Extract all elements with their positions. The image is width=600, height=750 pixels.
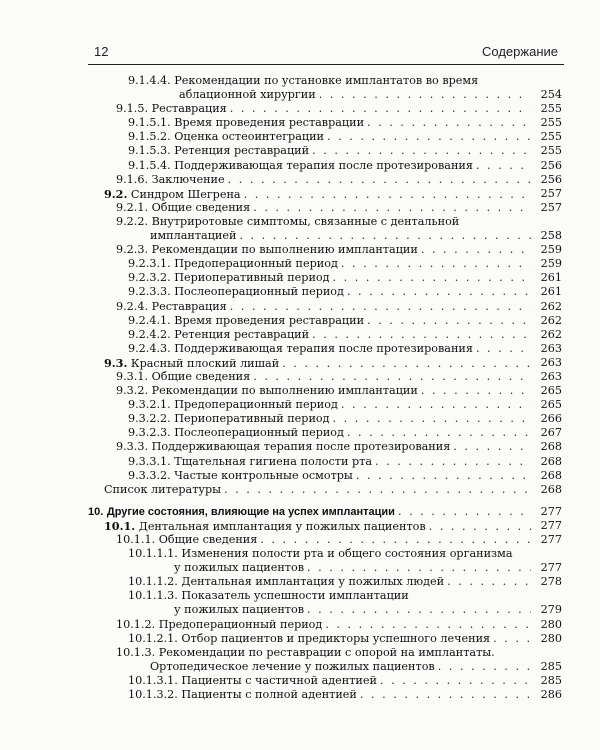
toc-entry-number: 9.1.5.: [116, 102, 149, 116]
toc-entry-number: 9.1.5.4.: [128, 158, 171, 172]
dot-leader: [253, 201, 531, 215]
toc-page-number: 262: [540, 313, 562, 327]
toc-entry-title: у пожилых пациентов: [174, 561, 305, 575]
toc-entry-text: [179, 88, 316, 102]
toc-entry-number: 9.1.4.4.: [128, 74, 171, 87]
toc-entry-number: 9.2.2.: [116, 214, 149, 228]
toc-entry-text: [128, 144, 309, 158]
dot-leader: [333, 271, 531, 285]
toc-entry-text: [116, 173, 225, 187]
toc-entry-text: [128, 688, 357, 702]
toc-entry-line: [116, 533, 534, 547]
toc-entry: [0, 229, 600, 243]
toc-entry-title: Поддерживающая терапия после протезирования: [174, 158, 473, 172]
toc-entry-line: [128, 328, 534, 342]
dot-leader: [224, 483, 531, 497]
toc-entry-line: [116, 201, 534, 215]
toc-page-number: 261: [540, 271, 562, 285]
toc-entry-line: [104, 356, 534, 371]
toc-entry-number: 9.3.1.: [116, 369, 149, 383]
toc-entry-title: Показатель успешности имплантации: [181, 589, 409, 603]
toc-entry-text: [116, 215, 459, 229]
toc-entry-line: [150, 660, 534, 674]
toc-entry: [0, 116, 600, 130]
toc-entry: [0, 426, 600, 440]
toc-entry: [0, 370, 600, 384]
toc-entry-title: Дентальная имплантация у пожилых пациентов: [138, 519, 426, 533]
toc-entry: [0, 328, 600, 342]
toc-entry-line: [128, 674, 534, 688]
toc-entry-number: 9.3.3.: [116, 440, 149, 454]
toc-entry-title: Предоперационный период: [174, 398, 338, 412]
toc-page-number: 277: [540, 533, 562, 546]
toc-entry: [0, 88, 600, 102]
toc-entry-line: [104, 187, 534, 202]
toc-entry-text: [88, 505, 395, 519]
toc-entry-number: 9.2.4.3.: [128, 341, 171, 355]
toc-entry: [0, 74, 600, 88]
dot-leader: [447, 575, 531, 589]
toc-entry-number: 9.2.4.2.: [128, 327, 171, 341]
toc-entry-number: 10.1.3.1.: [128, 673, 178, 687]
toc-entry-title: Поддерживающая терапия после протезирования: [151, 440, 451, 454]
toc-page-number: 285: [540, 659, 562, 673]
toc-entry-text: [128, 257, 338, 271]
toc-entry-title: Заключение: [151, 172, 225, 186]
toc-entry-text: [116, 201, 250, 215]
toc-page-number: 277: [540, 518, 562, 532]
header-rule: [88, 64, 564, 65]
toc-entry-number: 9.3.2.3.: [128, 426, 171, 440]
toc-entry: [0, 130, 600, 144]
toc-entry-number: 10.: [88, 505, 104, 518]
toc-entry: [0, 300, 600, 314]
toc-entry-line: [116, 215, 534, 229]
toc-entry-number: 10.1.3.: [116, 645, 156, 659]
dot-leader: [347, 285, 531, 299]
toc-entry-number: 9.3.2.1.: [128, 398, 171, 412]
dot-leader: [307, 603, 531, 617]
toc-entry-line: [128, 116, 534, 130]
toc-entry-text: [128, 314, 364, 328]
toc-entry: [0, 384, 600, 398]
toc-page-number: 259: [540, 243, 562, 257]
toc-entry-title: Время проведения реставрации: [174, 116, 365, 130]
toc-entry: [0, 342, 600, 356]
toc-entry-title: Послеоперационный период: [174, 426, 344, 440]
toc-entry-title: Рекомендации по установке имплантатов во время: [174, 74, 479, 87]
toc-page-number: 265: [540, 398, 562, 412]
toc-entry: [0, 356, 600, 370]
toc-entry: [0, 455, 600, 469]
toc-page-number: 263: [540, 355, 562, 369]
toc-entry: [0, 561, 600, 575]
toc-entry-title: аблационной хирургии: [179, 88, 316, 102]
toc-entry-number: 10.1.: [104, 518, 136, 533]
toc-entry-text: [128, 575, 444, 589]
toc-page-number: 277: [540, 504, 562, 518]
toc-entry-text: [116, 300, 227, 314]
toc-entry-title: Периоперативный период: [174, 412, 330, 426]
toc-entry-text: [128, 547, 513, 561]
toc-entry-text: [128, 159, 473, 173]
toc-entry: [0, 159, 600, 173]
toc-entry-title: Поддерживающая терапия после протезирования: [174, 341, 473, 355]
toc-entry-number: 9.1.6.: [116, 172, 149, 186]
toc-entry: [0, 505, 600, 519]
toc-entry-text: [116, 243, 418, 257]
toc-page-number: 286: [540, 688, 562, 702]
toc-entry-text: [116, 618, 322, 632]
toc-entry-title: Рекомендации по выполнению имплантации: [151, 243, 418, 257]
dot-leader: [239, 229, 531, 243]
page-number: 12: [94, 44, 109, 59]
dot-leader: [307, 561, 531, 575]
toc-entry-line: [128, 285, 534, 299]
toc-entry-title: Периоперативный период: [174, 271, 330, 285]
toc-entry-text: [128, 469, 353, 483]
toc-entry-line: [128, 257, 534, 271]
toc-entry-text: [116, 102, 227, 116]
toc-entry-text: [128, 328, 309, 342]
toc-entry-text: [128, 285, 344, 299]
toc-page-number: 257: [540, 186, 562, 200]
toc-page-number: 262: [540, 299, 562, 313]
toc-entry-number: 10.1.1.1.: [128, 547, 178, 561]
toc-entry-title: Реставрация: [151, 102, 227, 116]
toc-entry-number: 9.2.: [104, 186, 128, 201]
toc-entry: [0, 575, 600, 589]
toc-entry: [0, 285, 600, 299]
toc-entry-number: 9.3.2.2.: [128, 412, 171, 426]
toc-entry-title: Внутриротовые симптомы, связанные с дентальной: [151, 214, 460, 228]
toc-entry-line: [179, 88, 534, 102]
dot-leader: [356, 469, 531, 483]
toc-entry: [0, 314, 600, 328]
toc-entry-line: [88, 505, 534, 519]
toc-page-number: 255: [540, 144, 562, 158]
toc-entry: [0, 589, 600, 603]
toc-entry-line: [128, 342, 534, 356]
dot-leader: [367, 116, 531, 130]
toc-entry-line: [128, 398, 534, 412]
toc-entry: [0, 257, 600, 271]
toc-page-number: 255: [540, 102, 562, 116]
dot-leader: [380, 674, 531, 688]
toc-page-number: 265: [540, 384, 562, 398]
toc-entry-title: Реставрация: [151, 299, 227, 313]
toc-entry: [0, 469, 600, 483]
toc-entry-title: Предоперационный период: [158, 617, 323, 631]
toc-page-number: 261: [540, 285, 562, 299]
toc-entry-line: [128, 130, 534, 144]
toc-page-number: 280: [540, 631, 562, 645]
toc-entry-text: [104, 519, 426, 534]
toc-entry-line: [128, 575, 534, 589]
toc-entry-text: [128, 632, 490, 646]
dot-leader: [453, 440, 531, 454]
dot-leader: [438, 660, 531, 674]
toc-entry-text: [128, 398, 338, 412]
toc-entry-number: 9.2.3.: [116, 243, 149, 257]
toc-entry-line: [116, 618, 534, 632]
toc-entry-line: [128, 469, 534, 483]
dot-leader: [325, 618, 531, 632]
toc-entry-line: [116, 243, 534, 257]
toc-entry-number: 10.1.2.1.: [128, 631, 178, 645]
toc-entry-text: [128, 589, 409, 603]
toc-entry-title: Пациенты с частичной адентией: [181, 673, 377, 687]
toc-entry-text: [128, 271, 330, 285]
dot-leader: [341, 257, 531, 271]
toc-entry-text: [128, 342, 473, 356]
toc-page-number: 266: [540, 412, 562, 426]
toc-entry-text: [174, 561, 304, 575]
toc-entry-number: 9.2.3.1.: [128, 257, 171, 271]
toc-page-number: 258: [540, 229, 562, 243]
table-of-contents: [0, 74, 600, 702]
toc-entry-title: Отбор пациентов и предикторы успешного лечения: [181, 631, 491, 645]
dot-leader: [282, 357, 531, 371]
toc-entry-title: Ретенция реставраций: [174, 327, 310, 341]
toc-entry-text: [150, 660, 435, 674]
toc-entry-title: Предоперационный период: [174, 257, 338, 271]
toc-page-number: 267: [540, 426, 562, 440]
toc-page-number: 256: [540, 172, 562, 186]
toc-entry: [0, 618, 600, 632]
toc-entry-number: 10.1.1.2.: [128, 575, 178, 589]
toc-entry-line: [128, 589, 534, 603]
toc-page-number: 268: [540, 468, 562, 482]
toc-entry-line: [104, 483, 534, 497]
toc-page-number: 268: [540, 482, 562, 496]
toc-entry-number: 9.1.5.1.: [128, 116, 171, 130]
toc-page-number: 268: [540, 440, 562, 454]
toc-entry-title: Другие состояния, влияющие на успех имплантации: [106, 505, 395, 518]
dot-leader: [375, 455, 531, 469]
toc-entry-number: 9.3.3.2.: [128, 468, 171, 482]
toc-entry-number: 9.2.3.3.: [128, 285, 171, 299]
toc-entry: [0, 144, 600, 158]
toc-entry-line: [174, 561, 534, 575]
toc-entry-title: Тщательная гигиена полости рта: [174, 454, 373, 468]
dot-leader: [228, 173, 531, 187]
toc-entry-number: 9.1.5.2.: [128, 130, 171, 144]
dot-leader: [230, 102, 531, 116]
toc-entry-text: [128, 426, 344, 440]
toc-entry: [0, 483, 600, 497]
toc-entry: [0, 688, 600, 702]
toc-entry: [0, 271, 600, 285]
toc-entry-text: [128, 412, 330, 426]
toc-page-number: 263: [540, 369, 562, 383]
toc-entry-title: Список литературы: [104, 482, 222, 496]
toc-entry-line: [128, 688, 534, 702]
toc-entry: [0, 173, 600, 187]
toc-page-number: 256: [540, 158, 562, 172]
toc-entry: [0, 674, 600, 688]
dot-leader: [312, 144, 531, 158]
dot-leader: [476, 342, 531, 356]
toc-entry: [0, 547, 600, 561]
toc-entry-title: Синдром Шегрена: [130, 187, 241, 201]
toc-page-number: 259: [540, 257, 562, 271]
toc-entry-title: Рекомендации по реставрации с опорой на имплантаты.: [158, 645, 495, 659]
toc-entry-line: [116, 646, 534, 660]
toc-entry-number: 9.3.2.: [116, 384, 149, 398]
toc-entry-title: у пожилых пациентов: [174, 603, 305, 617]
toc-entry-text: [104, 356, 279, 371]
toc-entry-text: [174, 603, 304, 617]
dot-leader: [253, 370, 531, 384]
dot-leader: [341, 398, 531, 412]
toc-entry-number: 9.2.1.: [116, 200, 149, 214]
toc-entry-number: 10.1.3.2.: [128, 688, 178, 702]
toc-entry-line: [128, 159, 534, 173]
toc-entry-title: Ортопедическое лечение у пожилых пациентов: [150, 659, 435, 673]
toc-entry-number: 9.2.4.1.: [128, 313, 171, 327]
toc-entry-line: [104, 519, 534, 534]
dot-leader: [333, 412, 531, 426]
toc-entry-text: [104, 187, 241, 202]
toc-entry-line: [128, 74, 534, 88]
toc-page-number: 279: [540, 603, 562, 617]
toc-page-number: 255: [540, 130, 562, 144]
dot-leader: [230, 300, 531, 314]
toc-entry-title: Изменения полости рта и общего состояния организма: [181, 547, 513, 561]
toc-page-number: 280: [540, 617, 562, 631]
toc-entry: [0, 632, 600, 646]
toc-entry-title: Время проведения реставрации: [174, 313, 365, 327]
toc-entry-number: 10.1.1.3.: [128, 589, 178, 603]
toc-entry: [0, 201, 600, 215]
toc-entry-line: [128, 632, 534, 646]
toc-entry: [0, 519, 600, 533]
toc-entry-title: Красный плоский лишай: [130, 356, 280, 370]
dot-leader: [493, 632, 531, 646]
toc-entry-text: [116, 533, 257, 547]
toc-page-number: 278: [540, 575, 562, 589]
toc-entry-text: [104, 483, 221, 497]
toc-entry-line: [128, 455, 534, 469]
toc-entry-line: [116, 300, 534, 314]
toc-entry-text: [150, 229, 236, 243]
toc-entry-number: 9.2.3.2.: [128, 271, 171, 285]
toc-entry-title: имплантацией: [150, 229, 237, 243]
toc-entry: [0, 603, 600, 617]
toc-page-number: 268: [540, 454, 562, 468]
dot-leader: [260, 533, 531, 547]
toc-page-number: 255: [540, 116, 562, 130]
toc-page-number: 257: [540, 200, 562, 214]
toc-entry-title: Дентальная имплантация у пожилых людей: [181, 575, 445, 589]
toc-entry-text: [116, 384, 418, 398]
toc-entry-number: 9.3.: [104, 355, 128, 370]
dot-leader: [429, 520, 531, 534]
toc-entry: [0, 215, 600, 229]
toc-entry-text: [128, 674, 377, 688]
toc-entry: [0, 102, 600, 116]
toc-page-number: 263: [540, 341, 562, 355]
toc-entry-text: [116, 646, 495, 660]
toc-entry-title: Общие сведения: [158, 533, 258, 546]
toc-entry: [0, 660, 600, 674]
toc-entry-line: [116, 440, 534, 454]
toc-entry: [0, 398, 600, 412]
toc-entry-line: [128, 314, 534, 328]
toc-entry-line: [150, 229, 534, 243]
toc-entry-text: [128, 74, 478, 88]
toc-entry: [0, 440, 600, 454]
toc-entry: [0, 412, 600, 426]
toc-entry-text: [128, 116, 364, 130]
toc-entry-line: [116, 173, 534, 187]
running-header: Содержание: [482, 44, 558, 59]
toc-entry-title: Оценка остеоинтеграции: [174, 130, 324, 144]
toc-entry: [0, 243, 600, 257]
toc-entry-text: [116, 440, 450, 454]
toc-entry-line: [128, 412, 534, 426]
toc-entry-number: 9.3.3.1.: [128, 454, 171, 468]
toc-entry-title: Общие сведения: [151, 369, 251, 383]
toc-entry-title: Частые контрольные осмотры: [174, 468, 353, 482]
toc-entry: [0, 187, 600, 201]
dot-leader: [360, 688, 531, 702]
dot-leader: [347, 426, 531, 440]
toc-entry-number: 10.1.1.: [116, 533, 156, 546]
dot-leader: [398, 505, 531, 519]
toc-entry-line: [116, 384, 534, 398]
toc-entry: [0, 646, 600, 660]
toc-entry-title: Общие сведения: [151, 200, 251, 214]
toc-entry-line: [116, 370, 534, 384]
toc-entry: [0, 533, 600, 547]
toc-entry-title: Пациенты с полной адентией: [181, 688, 357, 702]
dot-leader: [244, 188, 531, 202]
toc-entry-line: [128, 144, 534, 158]
toc-entry-line: [174, 603, 534, 617]
toc-entry-title: Послеоперационный период: [174, 285, 344, 299]
toc-page-number: 285: [540, 673, 562, 687]
toc-entry-line: [128, 426, 534, 440]
toc-page-number: 277: [540, 561, 562, 575]
dot-leader: [367, 314, 531, 328]
toc-entry-number: 9.1.5.3.: [128, 144, 171, 158]
toc-entry-number: 9.2.4.: [116, 299, 149, 313]
dot-leader: [319, 88, 531, 102]
toc-entry-line: [116, 102, 534, 116]
toc-entry-line: [128, 271, 534, 285]
toc-entry-text: [116, 370, 250, 384]
toc-entry-text: [128, 455, 372, 469]
dot-leader: [327, 130, 531, 144]
toc-entry-line: [128, 547, 534, 561]
toc-entry-title: Ретенция реставраций: [174, 144, 310, 158]
toc-page-number: 262: [540, 327, 562, 341]
dot-leader: [421, 384, 531, 398]
dot-leader: [421, 243, 531, 257]
toc-entry-text: [128, 130, 324, 144]
dot-leader: [476, 159, 531, 173]
toc-entry-title: Рекомендации по выполнению имплантации: [151, 384, 418, 398]
toc-page-number: 254: [540, 88, 562, 102]
dot-leader: [312, 328, 531, 342]
toc-entry-number: 10.1.2.: [116, 617, 156, 631]
